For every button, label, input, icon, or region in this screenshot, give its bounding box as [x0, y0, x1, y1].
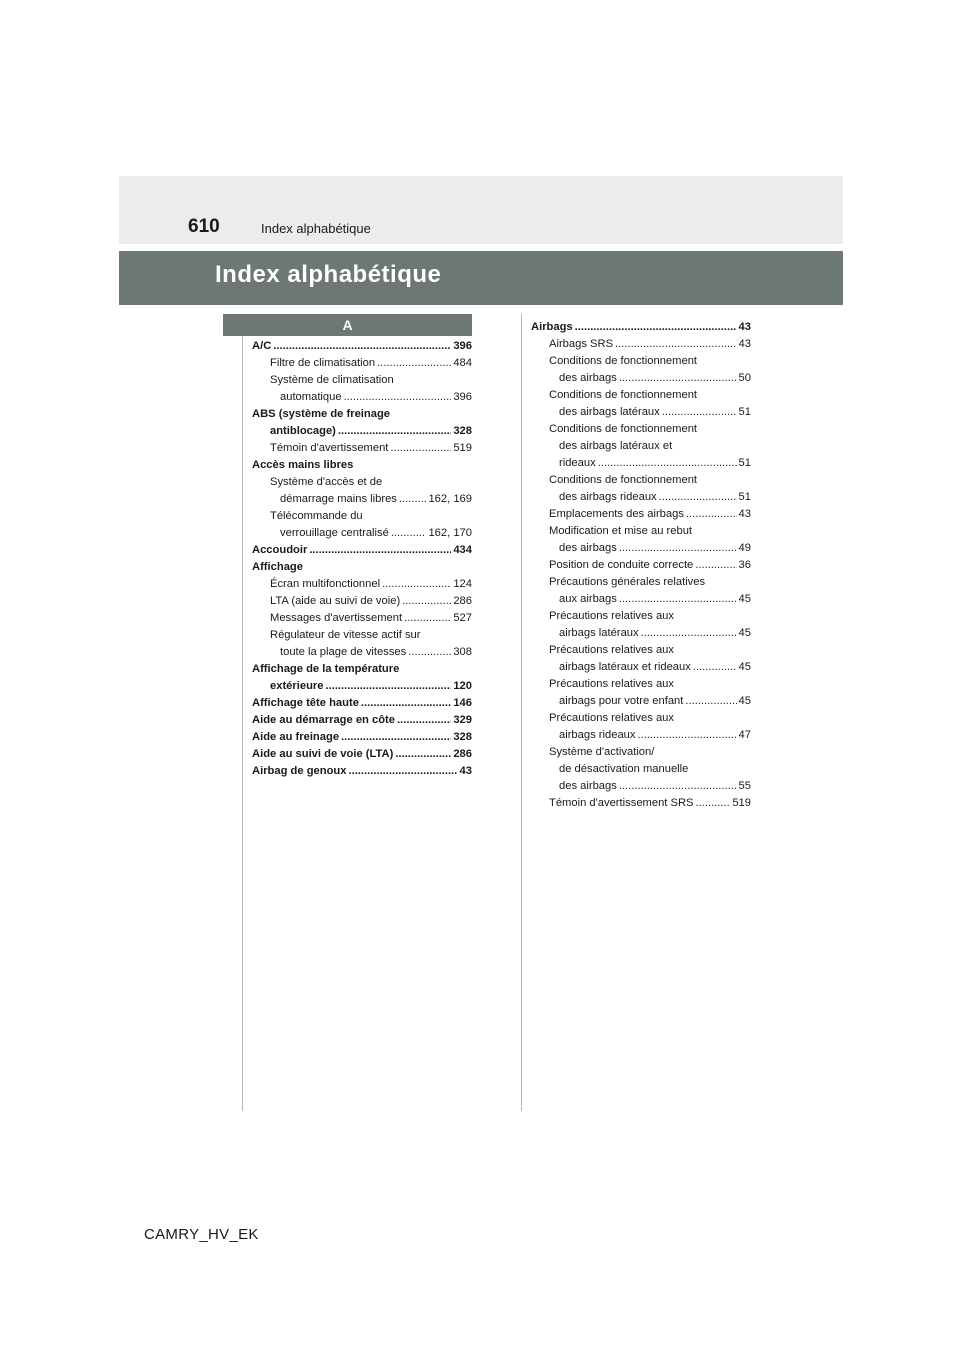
index-entry — [252, 440, 472, 457]
page-reference[interactable]: 519 — [732, 797, 751, 809]
page-reference[interactable]: 162, 170 — [428, 527, 472, 539]
model-code: CAMRY_HV_EK — [144, 1226, 259, 1243]
index-entry — [252, 729, 472, 746]
index-entry — [531, 693, 751, 710]
index-entry — [531, 744, 751, 761]
index-entry — [531, 506, 751, 523]
column-divider-right — [521, 314, 522, 1111]
index-entry-text: Témoin d'avertissement — [270, 442, 389, 454]
index-entry-text: airbags pour votre enfant — [559, 695, 684, 707]
page-reference[interactable]: 328 — [453, 731, 472, 743]
index-entry — [531, 404, 751, 421]
dot-leader — [693, 659, 737, 676]
dot-leader — [662, 404, 737, 421]
index-entry — [531, 319, 751, 336]
dot-leader — [619, 370, 737, 387]
dot-leader — [273, 338, 451, 355]
index-entry-text: airbags rideaux — [559, 729, 636, 741]
index-entry-text: Système d'accès et de — [270, 476, 383, 488]
index-entry — [531, 778, 751, 795]
index-entry-text: Airbag de genoux — [252, 765, 347, 777]
index-entry — [531, 608, 751, 625]
dot-leader — [659, 489, 737, 506]
dot-leader — [309, 542, 451, 559]
index-entry-text: Système de climatisation — [270, 374, 394, 386]
page-title: Index alphabétique — [215, 261, 442, 288]
page-reference[interactable]: 162, 169 — [428, 493, 472, 505]
index-entry-text: Messages d'avertissement — [270, 612, 403, 624]
index-entry — [252, 712, 472, 729]
page-reference[interactable]: 519 — [453, 442, 472, 454]
page-reference[interactable]: 45 — [738, 695, 751, 707]
index-entry — [252, 559, 472, 576]
index-entry-text: Précautions relatives aux — [549, 712, 674, 724]
page-reference[interactable]: 51 — [738, 457, 751, 469]
dot-leader — [361, 695, 451, 712]
index-entry-text: toute la plage de vitesses — [280, 646, 407, 658]
page-reference[interactable]: 43 — [738, 508, 751, 520]
index-entry-text: Affichage tête haute — [252, 697, 359, 709]
index-entry-text: ABS (système de freinage — [252, 408, 391, 420]
index-entry-text: Airbags SRS — [549, 338, 614, 350]
dot-leader — [402, 593, 451, 610]
header-band — [119, 176, 843, 244]
index-entry-text: Précautions relatives aux — [549, 644, 674, 656]
dot-leader — [619, 540, 737, 557]
index-entry — [252, 661, 472, 678]
index-entry — [531, 676, 751, 693]
index-entry-text: Conditions de fonctionnement — [549, 355, 698, 367]
index-entry — [531, 710, 751, 727]
page-reference[interactable]: 329 — [453, 714, 472, 726]
running-title: Index alphabétique — [261, 221, 371, 236]
index-entry-text: des airbags rideaux — [559, 491, 657, 503]
index-entry — [531, 370, 751, 387]
index-entry — [252, 474, 472, 491]
index-entry — [252, 678, 472, 695]
dot-leader — [399, 491, 427, 508]
index-entry-text: Position de conduite correcte — [549, 559, 694, 571]
index-entry-text: Aide au freinage — [252, 731, 340, 743]
index-entry — [531, 472, 751, 489]
index-entry-text: aux airbags — [559, 593, 617, 605]
index-entry-text: Airbags — [531, 321, 573, 333]
index-entry — [531, 455, 751, 472]
index-entry — [531, 761, 751, 778]
index-entry — [252, 576, 472, 593]
page-reference[interactable]: 51 — [738, 406, 751, 418]
dot-leader — [395, 746, 451, 763]
index-entry-text: airbags latéraux — [559, 627, 639, 639]
index-entry-text: LTA (aide au suivi de voie) — [270, 595, 401, 607]
index-entry — [252, 525, 472, 542]
index-entry-text: Conditions de fonctionnement — [549, 423, 698, 435]
section-letter-a: A — [223, 314, 472, 336]
index-entry — [531, 659, 751, 676]
index-entry — [252, 491, 472, 508]
index-entry — [252, 508, 472, 525]
index-entry — [531, 336, 751, 353]
index-entry — [531, 353, 751, 370]
page-reference[interactable]: 434 — [453, 544, 472, 556]
dot-leader — [638, 727, 737, 744]
page-reference[interactable]: 146 — [453, 697, 472, 709]
index-entry-text: Conditions de fonctionnement — [549, 474, 698, 486]
index-entry-text: des airbags — [559, 542, 617, 554]
index-entry — [531, 540, 751, 557]
index-entry — [252, 627, 472, 644]
index-entry — [531, 625, 751, 642]
index-entry — [531, 438, 751, 455]
page-reference[interactable]: 50 — [738, 372, 751, 384]
index-entry-text: Accès mains libres — [252, 459, 354, 471]
index-entry — [252, 763, 472, 780]
index-entry-text: airbags latéraux et rideaux — [559, 661, 691, 673]
page-reference[interactable]: 396 — [453, 340, 472, 352]
index-entry-text: Filtre de climatisation — [270, 357, 376, 369]
dot-leader — [575, 319, 737, 336]
index-entry — [252, 389, 472, 406]
index-entry — [252, 746, 472, 763]
dot-leader — [615, 336, 737, 353]
index-entry — [531, 421, 751, 438]
index-entry-text: extérieure — [270, 680, 324, 692]
page-reference[interactable]: 43 — [738, 338, 751, 350]
index-entry-text: des airbags — [559, 780, 617, 792]
index-entry-text: Système d'activation/ — [549, 746, 655, 758]
index-entry-text: des airbags latéraux — [559, 406, 660, 418]
dot-leader — [391, 525, 427, 542]
dot-leader — [641, 625, 737, 642]
dot-leader — [619, 591, 737, 608]
dot-leader — [377, 355, 451, 372]
index-entry — [252, 355, 472, 372]
dot-leader — [382, 576, 451, 593]
index-entry — [531, 574, 751, 591]
index-entry-text: Précautions générales relatives — [549, 576, 706, 588]
index-entry — [252, 423, 472, 440]
page-reference[interactable]: 47 — [738, 729, 751, 741]
dot-leader — [685, 693, 736, 710]
index-entry-text: Conditions de fonctionnement — [549, 389, 698, 401]
index-entry-text: Accoudoir — [252, 544, 308, 556]
index-entry — [252, 457, 472, 474]
index-entry-text: de désactivation manuelle — [559, 763, 689, 775]
dot-leader — [344, 389, 452, 406]
index-entry — [531, 642, 751, 659]
title-bar — [119, 251, 843, 305]
index-entry-text: Affichage — [252, 561, 303, 573]
page-reference[interactable]: 328 — [453, 425, 472, 437]
dot-leader — [619, 778, 737, 795]
dot-leader — [326, 678, 452, 695]
index-entry — [252, 542, 472, 559]
page-reference[interactable]: 527 — [453, 612, 472, 624]
page-reference[interactable]: 43 — [738, 321, 751, 333]
index-entry-text: rideaux — [559, 457, 596, 469]
index-entry-text: Aide au démarrage en côte — [252, 714, 396, 726]
index-entry-text: des airbags — [559, 372, 617, 384]
page-reference[interactable]: 396 — [453, 391, 472, 403]
page-reference[interactable]: 49 — [738, 542, 751, 554]
index-entry-text: Précautions relatives aux — [549, 678, 674, 690]
dot-leader — [348, 763, 457, 780]
column-divider-left — [242, 314, 243, 1111]
index-entry-text: automatique — [280, 391, 342, 403]
dot-leader — [686, 506, 737, 523]
page-reference[interactable]: 55 — [738, 780, 751, 792]
dot-leader — [404, 610, 451, 627]
page-reference[interactable]: 484 — [453, 357, 472, 369]
index-entry-text: Affichage de la température — [252, 663, 400, 675]
index-entry-text: Écran multifonctionnel — [270, 578, 381, 590]
page-reference[interactable]: 286 — [453, 748, 472, 760]
page-reference[interactable]: 120 — [453, 680, 472, 692]
dot-leader — [338, 423, 451, 440]
dot-leader — [397, 712, 451, 729]
page-number: 610 — [188, 216, 220, 237]
index-entry-text: Télécommande du — [270, 510, 363, 522]
index-entry — [531, 489, 751, 506]
page-reference[interactable]: 286 — [453, 595, 472, 607]
index-entry-text: Modification et mise au rebut — [549, 525, 693, 537]
page-reference[interactable]: 43 — [459, 765, 472, 777]
index-entry — [252, 593, 472, 610]
page-reference[interactable]: 36 — [738, 559, 751, 571]
index-entry-text: verrouillage centralisé — [280, 527, 389, 539]
index-entry — [252, 372, 472, 389]
index-entry — [252, 338, 472, 355]
page-reference[interactable]: 51 — [738, 491, 751, 503]
index-entry — [531, 523, 751, 540]
index-entry-text: Aide au suivi de voie (LTA) — [252, 748, 394, 760]
page-reference[interactable]: 45 — [738, 661, 751, 673]
index-entry-text: A/C — [252, 340, 272, 352]
index-entry — [252, 644, 472, 661]
index-entry — [531, 387, 751, 404]
index-column-left — [252, 338, 472, 780]
index-entry-text: Régulateur de vitesse actif sur — [270, 629, 421, 641]
dot-leader — [408, 644, 451, 661]
page-reference[interactable]: 308 — [453, 646, 472, 658]
index-entry-text: démarrage mains libres — [280, 493, 397, 505]
index-entry-text: Emplacements des airbags — [549, 508, 684, 520]
index-column-right — [531, 319, 751, 812]
index-entry-text: antiblocage) — [270, 425, 336, 437]
index-entry — [531, 727, 751, 744]
dot-leader — [598, 455, 737, 472]
index-entry — [252, 406, 472, 423]
index-entry-text: Témoin d'avertissement SRS — [549, 797, 694, 809]
dot-leader — [695, 557, 736, 574]
index-entry-text: des airbags latéraux et — [559, 440, 673, 452]
index-entry — [531, 591, 751, 608]
dot-leader — [390, 440, 451, 457]
dot-leader — [696, 795, 731, 812]
index-entry — [252, 610, 472, 627]
dot-leader — [341, 729, 451, 746]
index-entry — [531, 557, 751, 574]
page-reference[interactable]: 124 — [453, 578, 472, 590]
index-entry — [252, 695, 472, 712]
index-entry — [531, 795, 751, 812]
index-entry-text: Précautions relatives aux — [549, 610, 674, 622]
page-reference[interactable]: 45 — [738, 593, 751, 605]
page-reference[interactable]: 45 — [738, 627, 751, 639]
